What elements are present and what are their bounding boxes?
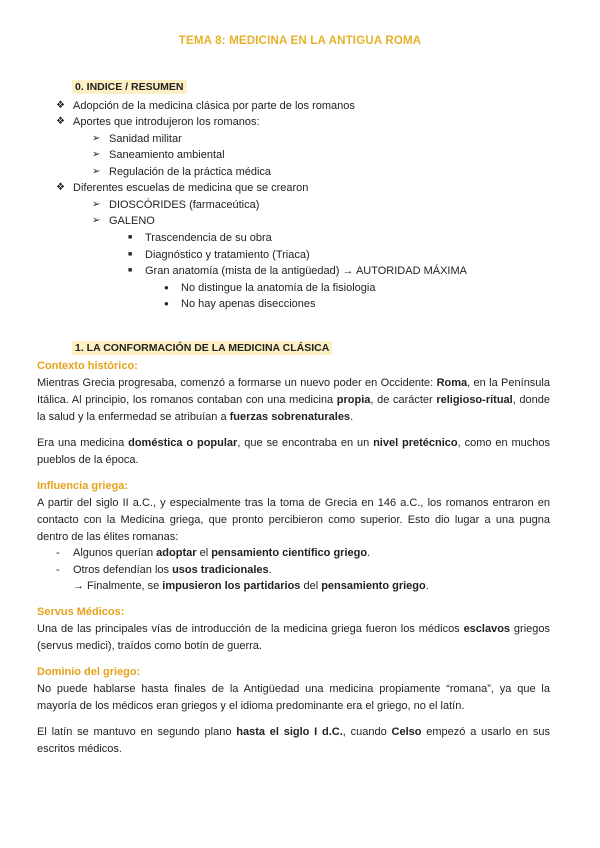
square-bullet-icon: ■ — [128, 234, 133, 241]
document-title: TEMA 8: MEDICINA EN LA ANTIGUA ROMA — [178, 35, 422, 47]
dominio-paragraph-2: El latín se mantuvo en segundo plano hasta el siglo I d.C., cuando Celso empezó a usarlo en sus escritos médicos. — [37, 726, 550, 755]
diamond-bullet-icon: ❖ — [56, 116, 65, 127]
influencia-conclusion: → Finalmente, se impusieron los partidarios del pensamiento griego. — [73, 580, 429, 592]
dash-bullet-icon: - — [56, 547, 60, 559]
diamond-bullet-icon: ❖ — [56, 100, 65, 111]
servus-paragraph: Una de las principales vías de introducción de la medicina griega fueron los médicos esclavos griegos (servus medici), traídos como botín de guerra. — [37, 623, 550, 652]
servus-heading: Servus Médicos: — [37, 606, 125, 618]
index-item: Gran anatomía (mista de la antigüedad) → AUTORIDAD MÁXIMA — [145, 265, 467, 277]
dot-bullet-icon: ● — [164, 283, 169, 292]
index-item: Aportes que introdujeron los romanos: — [73, 116, 260, 128]
index-heading-label: 0. INDICE / RESUMEN — [72, 80, 187, 94]
dominio-paragraph-1: No puede hablarse hasta finales de la Antigüedad una medicina propiamente “romana”, ya que la mayoría de los médicos eran griegos y el idioma predominante era el griego, no el latín. — [37, 683, 550, 712]
arrow-bullet-icon: ➢ — [92, 133, 101, 144]
influencia-dash-item-1: Algunos querían adoptar el pensamiento científico griego. — [73, 547, 371, 559]
diamond-bullet-icon: ❖ — [56, 182, 65, 193]
dominio-heading: Dominio del griego: — [37, 666, 141, 678]
index-item: Regulación de la práctica médica — [109, 166, 272, 178]
index-item: Adopción de la medicina clásica por parte de los romanos — [73, 100, 355, 112]
index-item: Saneamiento ambiental — [109, 149, 225, 161]
arrow-bullet-icon: ➢ — [92, 166, 101, 177]
dash-bullet-icon: - — [56, 564, 60, 576]
index-item: No distingue la anatomía de la fisiologia — [181, 282, 376, 294]
index-item: Trascendencia de su obra — [145, 232, 272, 244]
index-item: Diagnóstico y tratamiento (Triaca) — [145, 249, 310, 261]
contexto-paragraph-2: Era una medicina doméstica o popular, que se encontraba en un nivel pretécnico, como en muchos pueblos de la época. — [37, 437, 550, 466]
index-item: GALENO — [109, 215, 155, 227]
influencia-heading: Influencia griega: — [37, 480, 129, 492]
arrow-bullet-icon: ➢ — [92, 215, 101, 226]
index-heading — [72, 77, 187, 95]
contexto-paragraph-1: Mientras Grecia progresaba, comenzó a formarse un nuevo poder en Occidente: Roma, en la Península Itálica. Al principio, los romanos contaban con una medicina propia, de carácter religioso-ritual, donde la salud y la enfermedad se atribuían a fuerzas sobrenaturales. — [37, 377, 550, 423]
section1-heading-label: 1. LA CONFORMACIÓN DE LA MEDICINA CLÁSICA — [72, 341, 332, 355]
arrow-bullet-icon: ➢ — [92, 149, 101, 160]
dot-bullet-icon: ● — [164, 299, 169, 308]
influencia-paragraph: A partir del siglo II a.C., y especialmente tras la toma de Grecia en 146 a.C., los romanos entraron en contacto con la Medicina griega, que pronto percibieron como superior. Esto dio lugar a una pugna dentro de las élites romanas: — [37, 497, 550, 543]
square-bullet-icon: ■ — [128, 251, 133, 258]
arrow-bullet-icon: ➢ — [92, 199, 101, 210]
index-item: No hay apenas disecciones — [181, 298, 316, 310]
influencia-dash-item-2: Otros defendían los usos tradicionales. — [73, 564, 272, 576]
square-bullet-icon: ■ — [128, 267, 133, 274]
section1-heading — [72, 338, 332, 356]
index-item: Diferentes escuelas de medicina que se crearon — [73, 182, 309, 194]
index-item: DIOSCÓRIDES (farmaceútica) — [109, 199, 260, 211]
index-item: Sanidad militar — [109, 133, 182, 145]
contexto-heading: Contexto histórico: — [37, 360, 138, 372]
